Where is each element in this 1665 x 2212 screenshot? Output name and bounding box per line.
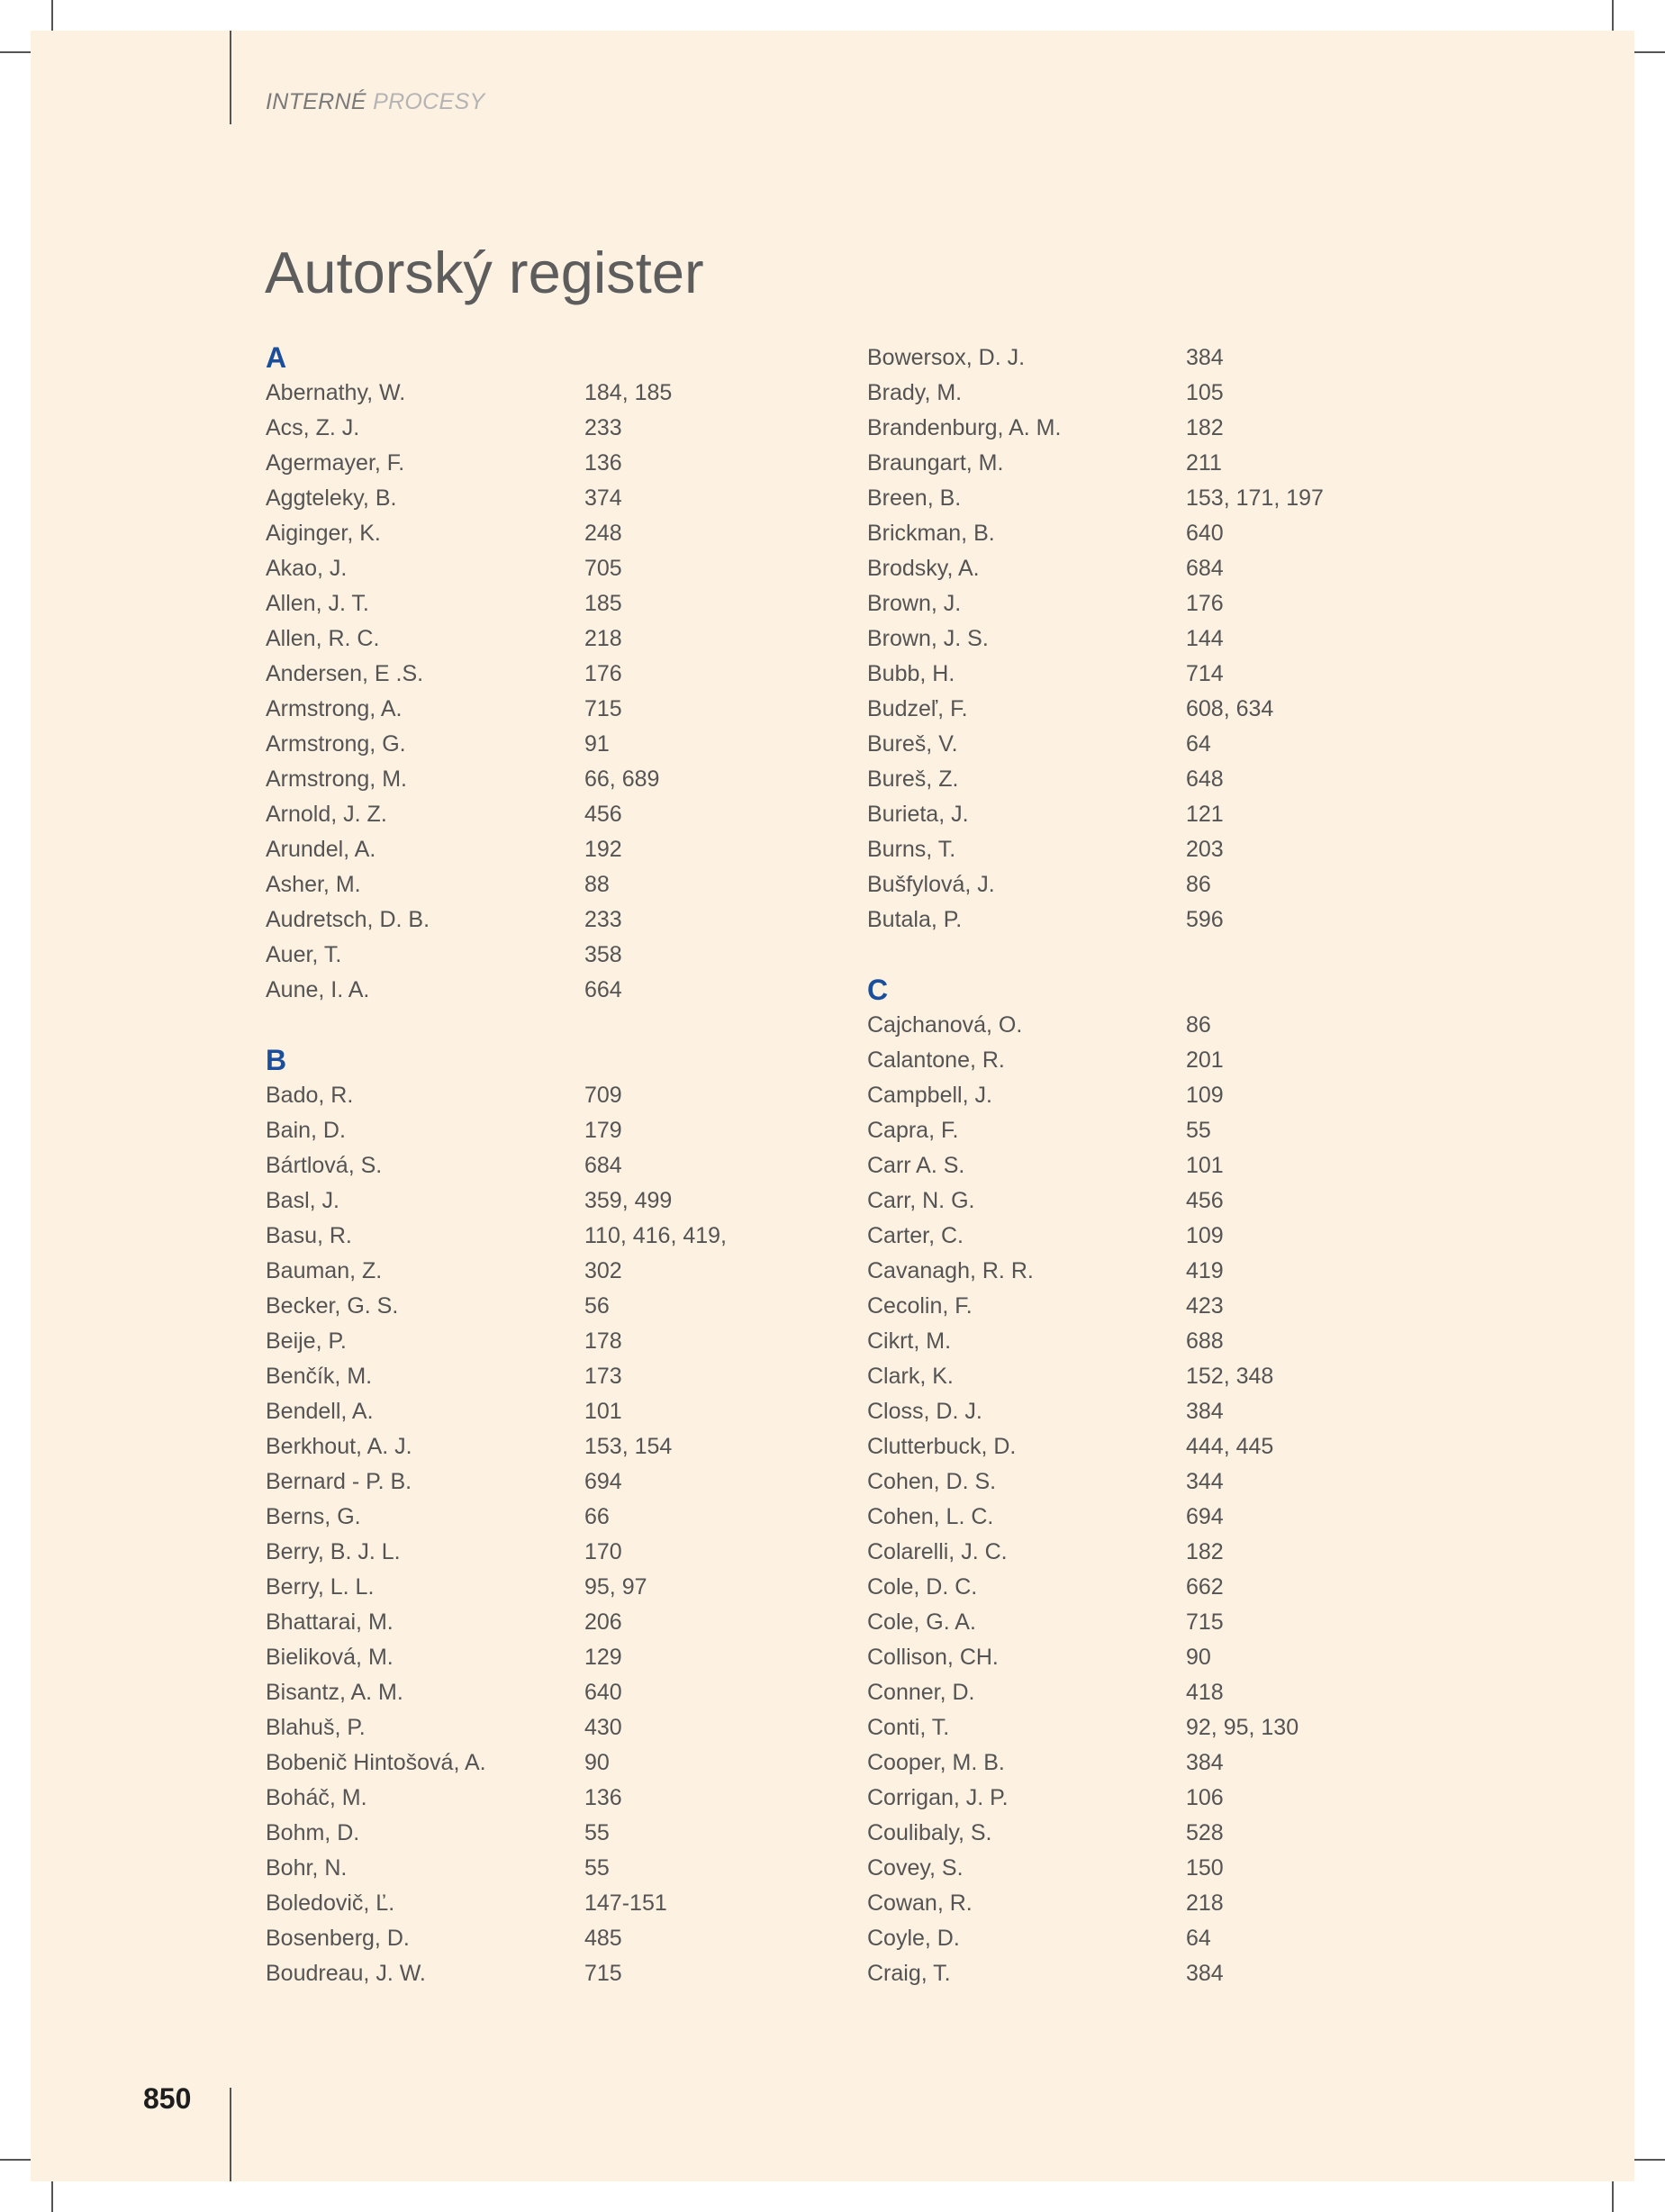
- index-entry: [266, 1535, 770, 1570]
- page-references: 384: [1186, 1961, 1224, 1986]
- author-name: Cooper, M. B.: [867, 1750, 1005, 1775]
- index-entry: [266, 1851, 770, 1886]
- author-name: Bhattarai, M.: [266, 1609, 394, 1635]
- index-entry: [266, 1183, 770, 1219]
- page-references: 55: [1186, 1118, 1211, 1143]
- author-name: Bártlová, S.: [266, 1153, 383, 1178]
- page-references: 184, 185: [584, 380, 673, 405]
- index-entry: [867, 551, 1371, 586]
- page-references: 359, 499: [584, 1188, 673, 1213]
- page-number: 850: [143, 2082, 192, 2115]
- author-name: Beije, P.: [266, 1328, 347, 1354]
- index-entry: [867, 1359, 1371, 1394]
- page-references: 664: [584, 977, 622, 1002]
- page-references: 709: [584, 1083, 622, 1108]
- index-entry: [266, 1219, 770, 1254]
- page-references: 106: [1186, 1785, 1224, 1810]
- author-name: Audretsch, D. B.: [266, 907, 430, 932]
- author-name: Clark, K.: [867, 1364, 954, 1389]
- index-entry: [867, 1008, 1371, 1043]
- page-references: 192: [584, 837, 622, 862]
- index-entry: [266, 376, 770, 411]
- index-letter-heading: C: [867, 974, 889, 1006]
- author-name: Cole, G. A.: [867, 1609, 976, 1635]
- section-gap: [266, 1008, 770, 1043]
- index-column-right: [867, 340, 1371, 1991]
- page-references: 344: [1186, 1469, 1224, 1494]
- index-entry: [867, 1570, 1371, 1605]
- author-name: Brown, J.: [867, 591, 962, 616]
- author-name: Conti, T.: [867, 1715, 950, 1740]
- index-entry: [266, 832, 770, 867]
- author-name: Brady, M.: [867, 380, 963, 405]
- author-name: Brandenburg, A. M.: [867, 415, 1062, 440]
- page-references: 182: [1186, 415, 1224, 440]
- page-references: 358: [584, 942, 622, 967]
- page-references: 596: [1186, 907, 1224, 932]
- page-references: 179: [584, 1118, 622, 1143]
- index-entry: [266, 1359, 770, 1394]
- index-entry: [867, 1464, 1371, 1500]
- author-name: Cajchanová, O.: [867, 1012, 1023, 1038]
- page-references: 86: [1186, 1012, 1211, 1038]
- page-references: 64: [1186, 1926, 1211, 1951]
- page-references: 178: [584, 1328, 622, 1354]
- page-references: 176: [584, 661, 622, 686]
- index-entry: [867, 1078, 1371, 1113]
- author-name: Boudreau, J. W.: [266, 1961, 426, 1986]
- author-name: Braungart, M.: [867, 450, 1004, 476]
- author-name: Aiginger, K.: [266, 521, 381, 546]
- author-name: Berry, L. L.: [266, 1574, 375, 1600]
- author-name: Benčík, M.: [266, 1364, 373, 1389]
- page-references: 206: [584, 1609, 622, 1635]
- index-entry: [266, 902, 770, 938]
- author-name: Brickman, B.: [867, 521, 995, 546]
- index-entry: [266, 446, 770, 481]
- index-entry: [867, 340, 1371, 376]
- page-references: 170: [584, 1539, 622, 1564]
- author-name: Akao, J.: [266, 556, 348, 581]
- index-entry: [266, 1464, 770, 1500]
- author-name: Collison, CH.: [867, 1645, 999, 1670]
- page-references: 110, 416, 419,: [584, 1223, 728, 1248]
- author-name: Cecolin, F.: [867, 1293, 973, 1319]
- page-references: 374: [584, 485, 622, 511]
- index-entry: [867, 1605, 1371, 1640]
- index-entry: [867, 1816, 1371, 1851]
- author-name: Cavanagh, R. R.: [867, 1258, 1034, 1283]
- page-references: 211: [1186, 450, 1222, 476]
- index-entry: [266, 938, 770, 973]
- author-name: Armstrong, A.: [266, 696, 403, 721]
- page-references: 153, 171, 197: [1186, 485, 1324, 511]
- running-header-part1: INTERNÉ: [266, 89, 366, 114]
- index-entry: [867, 1640, 1371, 1675]
- index-entry: [266, 1254, 770, 1289]
- page-references: 92, 95, 130: [1186, 1715, 1299, 1740]
- author-name: Cohen, D. S.: [867, 1469, 997, 1494]
- author-name: Auer, T.: [266, 942, 342, 967]
- index-entry: [266, 1886, 770, 1921]
- index-entry: [266, 411, 770, 446]
- author-name: Bendell, A.: [266, 1399, 374, 1424]
- page-references: 444, 445: [1186, 1434, 1274, 1459]
- author-name: Asher, M.: [266, 872, 361, 897]
- author-name: Budzeľ, F.: [867, 696, 968, 721]
- index-entry: [867, 1113, 1371, 1148]
- page-references: 153, 154: [584, 1434, 673, 1459]
- index-entry: [266, 867, 770, 902]
- index-entry: [867, 1710, 1371, 1745]
- author-name: Covey, S.: [867, 1855, 964, 1881]
- index-entry: [266, 1148, 770, 1183]
- page-references: 715: [1186, 1609, 1224, 1635]
- index-entry: [867, 376, 1371, 411]
- index-entry: [266, 973, 770, 1008]
- author-name: Bisantz, A. M.: [266, 1680, 403, 1705]
- index-entry: [266, 657, 770, 692]
- page-references: 640: [584, 1680, 622, 1705]
- page-references: 203: [1186, 837, 1224, 862]
- page-references: 715: [584, 696, 622, 721]
- index-entry: [266, 1816, 770, 1851]
- index-entry: [867, 1254, 1371, 1289]
- index-entry: [867, 797, 1371, 832]
- index-entry: [867, 446, 1371, 481]
- index-entry: [867, 586, 1371, 621]
- crop-mark: [1634, 51, 1665, 53]
- author-name: Bieliková, M.: [266, 1645, 394, 1670]
- index-entry: [266, 797, 770, 832]
- index-entry: [867, 692, 1371, 727]
- page-references: 694: [584, 1469, 622, 1494]
- author-name: Abernathy, W.: [266, 380, 406, 405]
- index-entry: [867, 516, 1371, 551]
- author-name: Aune, I. A.: [266, 977, 370, 1002]
- author-name: Coyle, D.: [867, 1926, 960, 1951]
- page-references: 684: [1186, 556, 1224, 581]
- page-references: 66, 689: [584, 766, 660, 792]
- author-name: Basu, R.: [266, 1223, 352, 1248]
- crop-mark: [1612, 0, 1614, 31]
- page-references: 66: [584, 1504, 610, 1529]
- author-name: Calantone, R.: [867, 1047, 1005, 1073]
- crop-mark: [1612, 2181, 1614, 2212]
- page-references: 705: [584, 556, 622, 581]
- index-letter-heading: B: [266, 1044, 287, 1076]
- author-name: Burieta, J.: [867, 802, 969, 827]
- index-entry: [266, 762, 770, 797]
- page-references: 173: [584, 1364, 622, 1389]
- author-name: Bobenič Hintošová, A.: [266, 1750, 486, 1775]
- crop-mark: [0, 2159, 31, 2161]
- page-references: 302: [584, 1258, 622, 1283]
- index-entry: [867, 1429, 1371, 1464]
- crop-mark: [51, 2181, 53, 2212]
- page-references: 90: [584, 1750, 610, 1775]
- author-name: Armstrong, M.: [266, 766, 407, 792]
- author-name: Coulibaly, S.: [867, 1820, 992, 1845]
- running-header-part2: PROCESY: [373, 89, 485, 114]
- author-name: Allen, R. C.: [266, 626, 380, 651]
- index-entry: [266, 1921, 770, 1956]
- author-name: Carr A. S.: [867, 1153, 965, 1178]
- page-references: 55: [584, 1820, 610, 1845]
- section-gap: [867, 938, 1371, 973]
- index-entry: [867, 1886, 1371, 1921]
- index-entry: [867, 1921, 1371, 1956]
- page-references: 109: [1186, 1083, 1224, 1108]
- index-entry: [266, 1570, 770, 1605]
- author-name: Bowersox, D. J.: [867, 345, 1026, 370]
- index-entry: [867, 1851, 1371, 1886]
- page-references: 688: [1186, 1328, 1224, 1354]
- page-references: 91: [584, 731, 610, 757]
- author-name: Bohr, N.: [266, 1855, 348, 1881]
- page-references: 218: [584, 626, 622, 651]
- page-references: 185: [584, 591, 622, 616]
- index-entry: [266, 481, 770, 516]
- page-references: 715: [584, 1961, 622, 1986]
- page-references: 150: [1186, 1855, 1224, 1881]
- page-references: 90: [1186, 1645, 1211, 1670]
- index-entry: [867, 1781, 1371, 1816]
- page-references: 147-151: [584, 1890, 667, 1916]
- page-references: 640: [1186, 521, 1224, 546]
- author-name: Campbell, J.: [867, 1083, 992, 1108]
- author-name: Carter, C.: [867, 1223, 964, 1248]
- author-name: Bain, D.: [266, 1118, 346, 1143]
- header-margin-rule: [230, 31, 231, 124]
- author-name: Boledovič, Ľ.: [266, 1890, 395, 1916]
- author-name: Brown, J. S.: [867, 626, 989, 651]
- author-name: Corrigan, J. P.: [867, 1785, 1009, 1810]
- page-references: 129: [584, 1645, 622, 1670]
- author-name: Bosenberg, D.: [266, 1926, 410, 1951]
- page-references: 419: [1186, 1258, 1224, 1283]
- author-name: Conner, D.: [867, 1680, 975, 1705]
- author-name: Craig, T.: [867, 1961, 951, 1986]
- page-references: 105: [1186, 380, 1224, 405]
- author-name: Burns, T.: [867, 837, 956, 862]
- index-entry: [867, 727, 1371, 762]
- author-name: Bureš, Z.: [867, 766, 959, 792]
- author-name: Berry, B. J. L.: [266, 1539, 401, 1564]
- page-references: 384: [1186, 1399, 1224, 1424]
- author-name: Cohen, L. C.: [867, 1504, 994, 1529]
- index-entry: [266, 586, 770, 621]
- index-entry: [266, 1956, 770, 1991]
- index-entry: [867, 1219, 1371, 1254]
- author-name: Andersen, E .S.: [266, 661, 424, 686]
- index-entry: [266, 1675, 770, 1710]
- page-references: 95, 97: [584, 1574, 647, 1600]
- index-entry: [266, 516, 770, 551]
- author-name: Capra, F.: [867, 1118, 959, 1143]
- author-name: Becker, G. S.: [266, 1293, 399, 1319]
- author-name: Brodsky, A.: [867, 556, 980, 581]
- page-references: 176: [1186, 591, 1224, 616]
- page-title: Autorský register: [265, 240, 704, 305]
- index-entry: [266, 1429, 770, 1464]
- page-references: 384: [1186, 345, 1224, 370]
- page-references: 233: [584, 415, 622, 440]
- author-name: Bureš, V.: [867, 731, 958, 757]
- index-entry: [266, 1324, 770, 1359]
- page-references: 55: [584, 1855, 610, 1881]
- author-name: Bubb, H.: [867, 661, 955, 686]
- index-entry: [867, 1148, 1371, 1183]
- author-name: Arundel, A.: [266, 837, 376, 862]
- page-references: 64: [1186, 731, 1211, 757]
- index-entry: [266, 1078, 770, 1113]
- page-references: 485: [584, 1926, 622, 1951]
- page-references: 109: [1186, 1223, 1224, 1248]
- index-entry: [266, 692, 770, 727]
- index-entry: [867, 481, 1371, 516]
- index-entry: [867, 832, 1371, 867]
- crop-mark: [1634, 2159, 1665, 2161]
- author-name: Agermayer, F.: [266, 450, 405, 476]
- index-entry: [867, 902, 1371, 938]
- index-entry: [266, 1394, 770, 1429]
- page-references: 136: [584, 450, 622, 476]
- author-name: Closs, D. J.: [867, 1399, 982, 1424]
- index-entry: [266, 1640, 770, 1675]
- index-entry: [266, 1113, 770, 1148]
- page-references: 101: [584, 1399, 622, 1424]
- author-name: Armstrong, G.: [266, 731, 406, 757]
- author-name: Breen, B.: [867, 485, 962, 511]
- page-references: 121: [1186, 802, 1224, 827]
- index-entry: [867, 1183, 1371, 1219]
- index-entry: [266, 727, 770, 762]
- author-name: Allen, J. T.: [266, 591, 369, 616]
- author-name: Aggteleky, B.: [266, 485, 397, 511]
- page-references: 456: [584, 802, 622, 827]
- author-name: Carr, N. G.: [867, 1188, 975, 1213]
- index-entry: [867, 867, 1371, 902]
- author-name: Blahuš, P.: [266, 1715, 366, 1740]
- page-references: 88: [584, 872, 610, 897]
- author-name: Cole, D. C.: [867, 1574, 978, 1600]
- index-entry: [867, 621, 1371, 657]
- index-entry: [867, 1324, 1371, 1359]
- author-name: Bohm, D.: [266, 1820, 360, 1845]
- author-name: Acs, Z. J.: [266, 415, 360, 440]
- author-name: Arnold, J. Z.: [266, 802, 387, 827]
- author-name: Cowan, R.: [867, 1890, 973, 1916]
- footer-margin-rule: [230, 2088, 231, 2181]
- page-references: 101: [1186, 1153, 1224, 1178]
- index-entry: [867, 1535, 1371, 1570]
- page-references: 136: [584, 1785, 622, 1810]
- page-references: 684: [584, 1153, 622, 1178]
- author-name: Cikrt, M.: [867, 1328, 952, 1354]
- author-name: Berkhout, A. J.: [266, 1434, 412, 1459]
- author-name: Bušfylová, J.: [867, 872, 995, 897]
- page-references: 233: [584, 907, 622, 932]
- author-name: Butala, P.: [867, 907, 963, 932]
- index-entry: [867, 1675, 1371, 1710]
- index-entry: [266, 1289, 770, 1324]
- page-references: 423: [1186, 1293, 1224, 1319]
- page-references: 248: [584, 521, 622, 546]
- page-references: 714: [1186, 661, 1224, 686]
- index-entry: [867, 1745, 1371, 1781]
- index-entry: [867, 1289, 1371, 1324]
- index-entry: [867, 411, 1371, 446]
- author-name: Bado, R.: [266, 1083, 354, 1108]
- index-entry: [266, 551, 770, 586]
- page-references: 152, 348: [1186, 1364, 1274, 1389]
- page-references: 86: [1186, 872, 1211, 897]
- index-entry: [266, 1500, 770, 1535]
- crop-mark: [51, 0, 53, 31]
- page-references: 218: [1186, 1890, 1224, 1916]
- index-entry: [867, 1394, 1371, 1429]
- index-entry: [867, 1956, 1371, 1991]
- author-name: Berns, G.: [266, 1504, 361, 1529]
- index-entry: [266, 1745, 770, 1781]
- index-entry: [867, 1500, 1371, 1535]
- index-column-left: [266, 340, 770, 1991]
- index-entry: [266, 1605, 770, 1640]
- author-name: Bernard - P. B.: [266, 1469, 412, 1494]
- page-references: 528: [1186, 1820, 1224, 1845]
- page-references: 384: [1186, 1750, 1224, 1775]
- page-references: 418: [1186, 1680, 1224, 1705]
- crop-mark: [0, 51, 31, 53]
- page-references: 662: [1186, 1574, 1224, 1600]
- author-name: Bauman, Z.: [266, 1258, 383, 1283]
- index-entry: [867, 657, 1371, 692]
- author-name: Boháč, M.: [266, 1785, 367, 1810]
- index-entry: [266, 621, 770, 657]
- author-name: Basl, J.: [266, 1188, 339, 1213]
- author-name: Colarelli, J. C.: [867, 1539, 1008, 1564]
- index-entry: [867, 762, 1371, 797]
- page-references: 182: [1186, 1539, 1224, 1564]
- page-references: 456: [1186, 1188, 1224, 1213]
- index-entry: [266, 1710, 770, 1745]
- page-references: 430: [584, 1715, 622, 1740]
- page-references: 144: [1186, 626, 1224, 651]
- page-references: 648: [1186, 766, 1224, 792]
- page-references: 56: [584, 1293, 610, 1319]
- page-references: 694: [1186, 1504, 1224, 1529]
- index-entry: [266, 1781, 770, 1816]
- page-references: 201: [1186, 1047, 1224, 1073]
- running-header: [266, 89, 484, 115]
- index-entry: [867, 1043, 1371, 1078]
- index-letter-heading: A: [266, 341, 287, 374]
- page-references: 608, 634: [1186, 696, 1274, 721]
- author-name: Clutterbuck, D.: [867, 1434, 1017, 1459]
